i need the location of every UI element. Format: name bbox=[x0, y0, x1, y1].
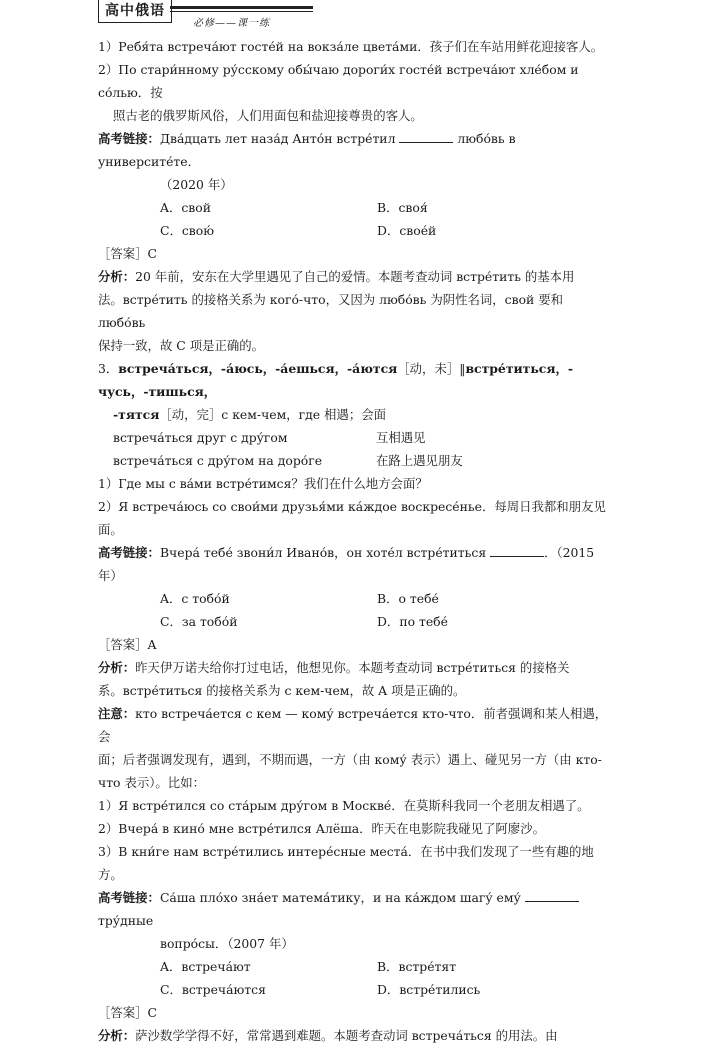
book-subtitle: 必修——课一练 bbox=[193, 18, 270, 29]
exam-link: 高考链接：Вчера́ тебе́ звони́л Ивано́в，он хоте́л встре́титься ．（2015 年） bbox=[98, 545, 595, 583]
options-row bbox=[98, 955, 608, 978]
option: B．о тебе́ bbox=[377, 591, 439, 606]
options-row bbox=[98, 978, 608, 1001]
option: D．свое́й bbox=[377, 223, 437, 238]
answer: ［答案］C bbox=[98, 246, 158, 261]
example-line: 1）Ребя́та встреча́ют госте́й на вокза́ле цвета́ми．孩子们在车站用鲜花迎接客人。 bbox=[98, 39, 604, 54]
exam-link: 高考链接：Два́дцать лет наза́д Анто́н встре́тил любо́вь в университе́те． bbox=[98, 131, 516, 169]
options-row bbox=[98, 196, 608, 219]
options-row bbox=[98, 587, 608, 610]
analysis: 分析：萨沙数学学得不好，常常遇到难题。本题考查动词 встреча́ться 的用法。由 bbox=[98, 1028, 558, 1043]
option: C．свою́ bbox=[160, 223, 215, 238]
note-line: 面；后者强调发现有，遇到，不期而遇，一方（由 кому́ 表示）遇上、碰见另一方（由 кто- bbox=[98, 752, 602, 767]
page-body bbox=[98, 35, 608, 1047]
option: C．за тобо́й bbox=[160, 614, 238, 629]
option: D．встре́тились bbox=[377, 982, 481, 997]
phrase-row: встреча́ться с дру́гом на доро́ге 在路上遇见朋友 bbox=[113, 453, 463, 468]
example-line: 1）Где мы с ва́ми встре́тимся？我们在什么地方会面？ bbox=[98, 476, 428, 491]
option: B．своя́ bbox=[377, 200, 428, 215]
example-line: 3）В кни́ге нам встре́тились интере́сные места́．在书中我们发现了一些有趣的地方。 bbox=[98, 844, 594, 882]
analysis: 分析：昨天伊万诺夫给你打过电话，他想见你。本题考查动词 встре́титься 的接格关 bbox=[98, 660, 570, 675]
example-line: 2）Вчера́ в кино́ мне встре́тился Алёша．昨天在电影院我碰见了阿廖沙。 bbox=[98, 821, 545, 836]
option: B．встре́тят bbox=[377, 959, 457, 974]
options-row bbox=[98, 610, 608, 633]
answer: ［答案］C bbox=[98, 1005, 158, 1020]
note: 注意：кто встреча́ется с кем — кому́ встреча́ется кто-что．前者强调和某人相遇，会 bbox=[98, 706, 608, 744]
vocab-entry: 3．встреча́ться，-а́юсь，-а́ешься，-а́ются［动，未］‖встре́титься，-чусь，-тишься， bbox=[98, 361, 574, 399]
analysis-line: 系。встре́титься 的接格关系为 с кем-чем，故 A 项是正确的。 bbox=[98, 683, 466, 698]
option: D．по тебе́ bbox=[377, 614, 448, 629]
answer-blank bbox=[399, 130, 453, 143]
example-line: 照古老的俄罗斯风俗，人们用面包和盐迎接尊贵的客人。 bbox=[113, 108, 423, 123]
example-line: 2）По стари́нному ру́сскому обы́чаю дороги́х госте́й встреча́ют хле́бом и со́лью．按 bbox=[98, 62, 579, 100]
phrase-row: встреча́ться друг с дру́гом 互相遇见 bbox=[113, 430, 426, 445]
answer: ［答案］A bbox=[98, 637, 157, 652]
option: A．с тобо́й bbox=[160, 591, 230, 606]
analysis: 分析：20 年前，安东在大学里遇见了自己的爱情。本题考查动词 встре́тить 的基本用 bbox=[98, 269, 575, 284]
example-line: 1）Я встре́тился со ста́рым дру́гом в Москве́．在莫斯科我同一个老朋友相遇了。 bbox=[98, 798, 590, 813]
note-line: что 表示）。比如： bbox=[98, 775, 205, 790]
exam-link: 高考链接：Са́ша пло́хо зна́ет матема́тику，и на ка́ждом шагу́ ему́ тру́дные bbox=[98, 886, 608, 932]
header-rule bbox=[170, 6, 313, 9]
vocab-entry-cont: -тятся［动，完］с кем-чем，где 相遇；会面 bbox=[113, 407, 386, 422]
example-line: 2）Я встреча́юсь со свои́ми друзья́ми ка́ждое воскресе́нье．每周日我都和朋友见面。 bbox=[98, 499, 606, 537]
exam-link-cont: вопро́сы．（2007 年） bbox=[160, 936, 294, 951]
analysis-line: 法。встре́тить 的接格关系为 кого́-что，又因为 любо́вь 为阴性名词，свой 要和 любо́вь bbox=[98, 292, 564, 330]
analysis-line: 保持一致，故 C 项是正确的。 bbox=[98, 338, 265, 353]
options-row bbox=[98, 219, 608, 242]
exam-link-label: 高考链接： bbox=[98, 131, 160, 146]
header-rule-thin bbox=[170, 11, 313, 12]
option: A．встреча́ют bbox=[160, 959, 251, 974]
book-title: 高中俄语 bbox=[98, 0, 172, 23]
answer-blank bbox=[490, 544, 544, 557]
answer-blank bbox=[525, 889, 579, 902]
option: C．встреча́ются bbox=[160, 982, 266, 997]
option: A．свой bbox=[160, 200, 211, 215]
exam-year: （2020 年） bbox=[160, 177, 233, 192]
